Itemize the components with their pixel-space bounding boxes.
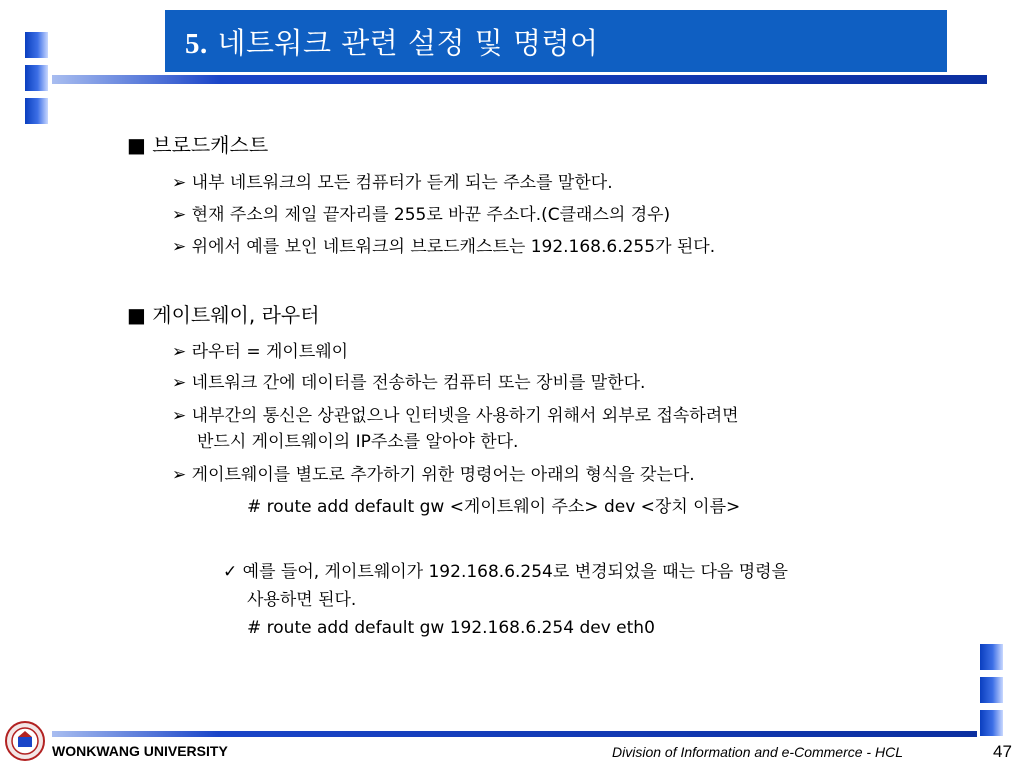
slide-title-number: 5.: [185, 28, 208, 60]
check-icon: ✓: [223, 562, 238, 582]
arrow-bullet-icon: ➢: [172, 205, 187, 225]
arrow-bullet-icon: ➢: [172, 342, 187, 362]
arrow-bullet-icon: ➢: [172, 173, 187, 193]
decor-square-right-2: [980, 677, 1003, 703]
list-item-continuation: [197, 427, 518, 452]
list-item: [172, 232, 715, 257]
footer-university: WONKWANG UNIVERSITY: [52, 743, 228, 759]
list-item: [172, 200, 670, 225]
command-format: [247, 492, 740, 517]
square-bullet-icon: ■: [127, 133, 146, 157]
list-item-text: 게이트웨이를 별도로 추가하기 위한 명령어는 아래의 형식을 갖는다.: [191, 465, 695, 485]
list-item-text: 내부간의 통신은 상관없으나 인터넷을 사용하기 위해서 외부로 접속하려면: [191, 406, 739, 426]
arrow-bullet-icon: ➢: [172, 406, 187, 426]
arrow-bullet-icon: ➢: [172, 465, 187, 485]
page-number: 47: [993, 742, 1012, 761]
section-heading-text: 브로드캐스트: [152, 133, 269, 157]
list-item: [172, 401, 739, 426]
example-item-continuation: [247, 585, 356, 610]
example-item: [223, 557, 788, 582]
slide-title-box: [165, 10, 947, 72]
section-heading-broadcast: [127, 129, 268, 158]
decor-square-left-3: [25, 98, 48, 124]
decor-square-left-2: [25, 65, 48, 91]
decor-square-right-1: [980, 644, 1003, 670]
command-format-text: # route add default gw <게이트웨이 주소> dev <장치 이름>: [247, 497, 741, 517]
list-item-text: 네트워크 간에 데이터를 전송하는 컴퓨터 또는 장비를 말한다.: [191, 373, 646, 393]
section-heading-gateway: [127, 299, 320, 328]
decor-square-right-3: [980, 710, 1003, 736]
example-text: 사용하면 된다.: [247, 590, 357, 610]
decor-square-left-1: [25, 32, 48, 58]
arrow-bullet-icon: ➢: [172, 373, 187, 393]
example-command-text: # route add default gw 192.168.6.254 dev eth0: [247, 618, 655, 638]
footer-division: Division of Information and e-Commerce - HCL: [612, 744, 903, 760]
list-item: [172, 337, 348, 362]
example-command: [247, 618, 655, 638]
university-logo-icon: [4, 717, 46, 765]
list-item: [172, 168, 613, 193]
title-underline: [52, 75, 987, 84]
list-item-text: 현재 주소의 제일 끝자리를 255로 바꾼 주소다.(C클래스의 경우): [191, 205, 671, 225]
section-heading-text: 게이트웨이, 라우터: [152, 303, 320, 327]
footer-rule: [52, 731, 977, 737]
list-item: [172, 460, 695, 485]
list-item-text: 위에서 예를 보인 네트워크의 브로드캐스트는 192.168.6.255가 된다.: [191, 237, 716, 257]
list-item-text: 내부 네트워크의 모든 컴퓨터가 듣게 되는 주소를 말한다.: [191, 173, 613, 193]
slide-title: [185, 21, 599, 62]
list-item-text: 라우터 = 게이트웨이: [191, 342, 349, 362]
example-text: 예를 들어, 게이트웨이가 192.168.6.254로 변경되었을 때는 다음 명령을: [242, 562, 788, 582]
square-bullet-icon: ■: [127, 303, 146, 327]
list-item: [172, 368, 645, 393]
slide-title-text: 네트워크 관련 설정 및 명령어: [217, 26, 599, 60]
arrow-bullet-icon: ➢: [172, 237, 187, 257]
list-item-text: 반드시 게이트웨이의 IP주소를 알아야 한다.: [197, 432, 519, 452]
